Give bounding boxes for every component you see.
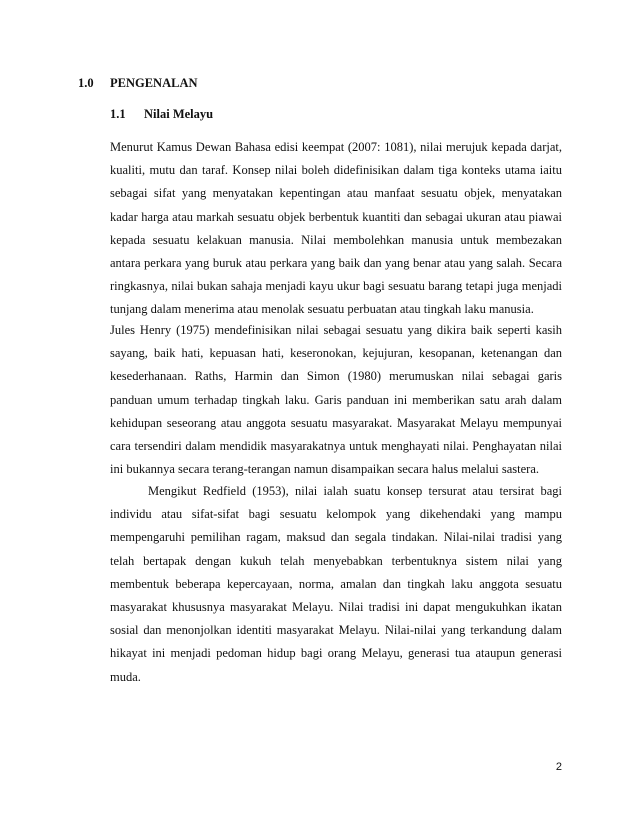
section-number: 1.0 — [78, 76, 94, 90]
subsection-heading — [110, 107, 213, 122]
paragraph-3: Mengikut Redfield (1953), nilai ialah suatu konsep tersurat atau tersirat bagi individu atau sifat-sifat bagi sesuatu kelompok yang dikehendaki yang mampu mempengaruhi pemilihan ragam, maksud dan segala tindakan. Nilai-nilai tradisi yang telah bertapak dengan kukuh telah menyebabkan terbentuknya sistem nilai yang membentuk beberapa kepercayaan, norma, amalan dan tingkah laku anggota sesuatu masyarakat khususnya masyarakat Melayu. Nilai tradisi ini dapat mengukuhkan ikatan sosial dan menonjolkan identiti masyarakat Melayu. Nilai-nilai yang terkandung dalam hikayat ini menjadi pedoman hidup bagi orang Melayu, generasi tua ataupun generasi muda. — [110, 484, 562, 684]
subsection-title: Nilai Melayu — [144, 107, 214, 121]
paragraph-2: Jules Henry (1975) mendefinisikan nilai sebagai sesuatu yang dikira baik seperti kasih sayang, baik hati, kepuasan hati, keseronokan, kejujuran, kesopanan, ketenangan dan kesederhanaan. Raths, Harmin dan Simon (1980) merumuskan nilai sebagai garis panduan umum terhadap tingkah laku. Garis panduan ini memberikan satu arah dalam kehidupan seseorang atau anggota sesuatu masyarakat. Masyarakat Melayu mempunyai cara tersendiri dalam mendidik masyarakatnya untuk menghayati nilai. Penghayatan nilai ini bukannya secara terang-terangan namun disampaikan secara halus melalui sastera. — [110, 323, 562, 477]
section-heading — [78, 76, 198, 91]
page-number: 2 — [555, 761, 562, 773]
section-title: PENGENALAN — [110, 76, 198, 90]
paragraph-1: Menurut Kamus Dewan Bahasa edisi keempat (2007: 1081), nilai merujuk kepada darjat, kualiti, mutu dan taraf. Konsep nilai boleh didefinisikan dalam tiga konteks utama iaitu sebagai sifat yang menyatakan kepentingan atau manfaat sesuatu objek, menyatakan kadar harga atau markah sesuatu objek berbentuk kuantiti dan sebagai ukuran atau piawai kepada sesuatu kelakuan manusia. Nilai membolehkan manusia untuk membezakan antara perkara yang buruk atau perkara yang baik dan yang benar atau yang salah. Secara ringkasnya, nilai bukan sahaja menjadi kayu ukur bagi sesuatu barang tetapi juga menjadi tunjang dalam menerima atau menolak sesuatu perbuatan atau tingkah laku manusia. — [110, 140, 562, 317]
subsection-number: 1.1 — [110, 107, 126, 121]
